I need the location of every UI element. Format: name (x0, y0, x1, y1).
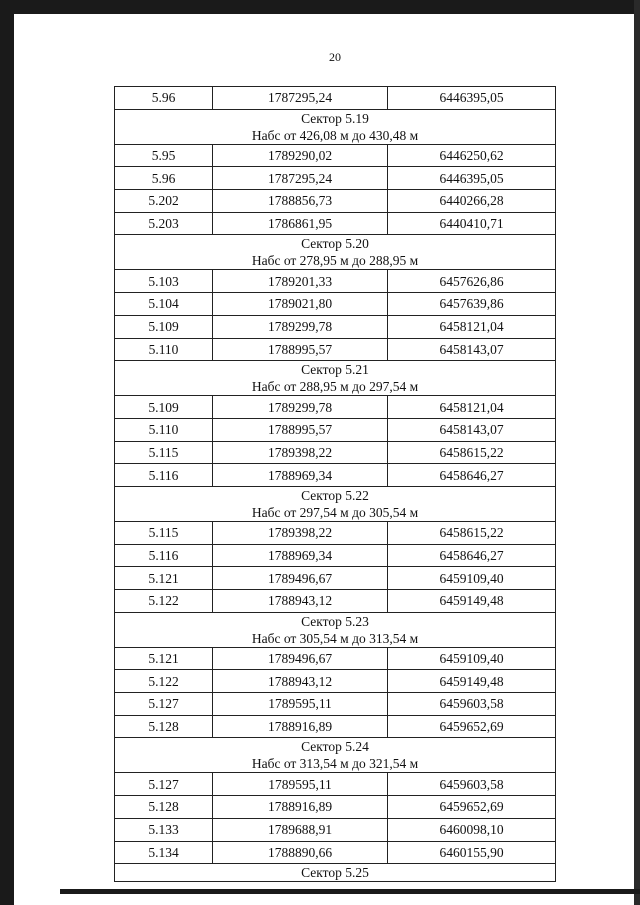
x-coordinate-cell: 1788856,73 (213, 190, 388, 213)
sector-altitude-range: Набс от 305,54 м до 313,54 м (251, 630, 419, 646)
table-row (115, 647, 556, 670)
sector-header-cell (115, 612, 556, 647)
table-row (115, 521, 556, 544)
x-coordinate-cell: 1788969,34 (213, 544, 388, 567)
point-cell: 5.122 (115, 590, 213, 613)
point-cell: 5.115 (115, 441, 213, 464)
sector-altitude-range: Набс от 278,95 м до 288,95 м (251, 253, 419, 269)
point-cell: 5.103 (115, 270, 213, 293)
point-cell: 5.133 (115, 818, 213, 841)
table-row (115, 338, 556, 361)
x-coordinate-cell: 1788890,66 (213, 841, 388, 864)
y-coordinate-cell: 6458121,04 (388, 396, 556, 419)
sector-header-row (115, 361, 556, 396)
point-cell: 5.202 (115, 190, 213, 213)
point-cell: 5.128 (115, 796, 213, 819)
sector-altitude-range: Набс от 288,95 м до 297,54 м (251, 379, 419, 395)
y-coordinate-cell: 6458646,27 (388, 464, 556, 487)
y-coordinate-cell: 6459603,58 (388, 773, 556, 796)
x-coordinate-cell: 1788943,12 (213, 670, 388, 693)
table-row (115, 841, 556, 864)
x-coordinate-cell: 1789688,91 (213, 818, 388, 841)
point-cell: 5.96 (115, 167, 213, 190)
sector-header-cell (115, 864, 556, 882)
point-cell: 5.110 (115, 418, 213, 441)
table-row (115, 441, 556, 464)
scan-border-bottom (60, 889, 640, 894)
x-coordinate-cell: 1789496,67 (213, 567, 388, 590)
x-coordinate-cell: 1789021,80 (213, 293, 388, 316)
x-coordinate-cell: 1789398,22 (213, 441, 388, 464)
sector-title: Сектор 5.24 (301, 739, 369, 755)
sector-header-row (115, 486, 556, 521)
x-coordinate-cell: 1789299,78 (213, 396, 388, 419)
table-row (115, 190, 556, 213)
sector-title: Сектор 5.25 (301, 865, 369, 881)
point-cell: 5.116 (115, 544, 213, 567)
x-coordinate-cell: 1789595,11 (213, 773, 388, 796)
table-row (115, 818, 556, 841)
sector-header-row (115, 235, 556, 270)
y-coordinate-cell: 6459603,58 (388, 693, 556, 716)
sector-altitude-range: Набс от 426,08 м до 430,48 м (251, 127, 419, 143)
y-coordinate-cell: 6457639,86 (388, 293, 556, 316)
table-row (115, 167, 556, 190)
y-coordinate-cell: 6460098,10 (388, 818, 556, 841)
table-row (115, 590, 556, 613)
sector-title: Сектор 5.23 (301, 613, 369, 629)
y-coordinate-cell: 6458143,07 (388, 338, 556, 361)
x-coordinate-cell: 1789398,22 (213, 521, 388, 544)
table-row (115, 670, 556, 693)
coordinates-table (114, 86, 556, 882)
sector-altitude-range: Набс от 297,54 м до 305,54 м (251, 504, 419, 520)
sector-header-row (115, 612, 556, 647)
coordinates-table-body (115, 87, 556, 882)
x-coordinate-cell: 1788995,57 (213, 418, 388, 441)
scan-border-right (634, 0, 640, 905)
y-coordinate-cell: 6440410,71 (388, 212, 556, 235)
y-coordinate-cell: 6446395,05 (388, 87, 556, 110)
point-cell: 5.109 (115, 396, 213, 419)
table-row (115, 567, 556, 590)
table-row (115, 544, 556, 567)
y-coordinate-cell: 6459109,40 (388, 567, 556, 590)
point-cell: 5.128 (115, 715, 213, 738)
table-row (115, 418, 556, 441)
y-coordinate-cell: 6458615,22 (388, 521, 556, 544)
point-cell: 5.116 (115, 464, 213, 487)
table-row (115, 693, 556, 716)
y-coordinate-cell: 6457626,86 (388, 270, 556, 293)
point-cell: 5.127 (115, 693, 213, 716)
table-row (115, 144, 556, 167)
y-coordinate-cell: 6459149,48 (388, 590, 556, 613)
point-cell: 5.115 (115, 521, 213, 544)
y-coordinate-cell: 6440266,28 (388, 190, 556, 213)
x-coordinate-cell: 1788916,89 (213, 796, 388, 819)
page-number: 20 (329, 50, 341, 64)
y-coordinate-cell: 6458615,22 (388, 441, 556, 464)
sector-header-row (115, 109, 556, 144)
x-coordinate-cell: 1787295,24 (213, 87, 388, 110)
x-coordinate-cell: 1789201,33 (213, 270, 388, 293)
sector-altitude-range: Набс от 313,54 м до 321,54 м (251, 756, 419, 772)
table-row (115, 87, 556, 110)
point-cell: 5.96 (115, 87, 213, 110)
sector-title: Сектор 5.19 (301, 110, 369, 126)
y-coordinate-cell: 6459652,69 (388, 796, 556, 819)
x-coordinate-cell: 1789496,67 (213, 647, 388, 670)
y-coordinate-cell: 6458121,04 (388, 315, 556, 338)
sector-header-cell (115, 486, 556, 521)
sector-header-cell (115, 361, 556, 396)
point-cell: 5.122 (115, 670, 213, 693)
table-row (115, 773, 556, 796)
sector-title: Сектор 5.20 (301, 236, 369, 252)
point-cell: 5.121 (115, 647, 213, 670)
x-coordinate-cell: 1788943,12 (213, 590, 388, 613)
point-cell: 5.203 (115, 212, 213, 235)
table-row (115, 315, 556, 338)
sector-header-cell (115, 235, 556, 270)
point-cell: 5.109 (115, 315, 213, 338)
scan-border-top (0, 0, 640, 14)
x-coordinate-cell: 1788969,34 (213, 464, 388, 487)
y-coordinate-cell: 6458143,07 (388, 418, 556, 441)
point-cell: 5.110 (115, 338, 213, 361)
y-coordinate-cell: 6459652,69 (388, 715, 556, 738)
sector-title: Сектор 5.22 (301, 487, 369, 503)
table-row (115, 396, 556, 419)
sector-title: Сектор 5.21 (301, 362, 369, 378)
table-row (115, 212, 556, 235)
point-cell: 5.127 (115, 773, 213, 796)
x-coordinate-cell: 1789595,11 (213, 693, 388, 716)
y-coordinate-cell: 6459149,48 (388, 670, 556, 693)
table-row (115, 796, 556, 819)
x-coordinate-cell: 1787295,24 (213, 167, 388, 190)
point-cell: 5.95 (115, 144, 213, 167)
y-coordinate-cell: 6446250,62 (388, 144, 556, 167)
sector-header-cell (115, 109, 556, 144)
point-cell: 5.121 (115, 567, 213, 590)
table-row (115, 715, 556, 738)
x-coordinate-cell: 1789290,02 (213, 144, 388, 167)
table-row (115, 293, 556, 316)
table-row (115, 270, 556, 293)
point-cell: 5.104 (115, 293, 213, 316)
y-coordinate-cell: 6458646,27 (388, 544, 556, 567)
point-cell: 5.134 (115, 841, 213, 864)
sector-header-row (115, 738, 556, 773)
x-coordinate-cell: 1789299,78 (213, 315, 388, 338)
table-row (115, 464, 556, 487)
x-coordinate-cell: 1788916,89 (213, 715, 388, 738)
y-coordinate-cell: 6460155,90 (388, 841, 556, 864)
sector-header-cell (115, 738, 556, 773)
y-coordinate-cell: 6446395,05 (388, 167, 556, 190)
x-coordinate-cell: 1788995,57 (213, 338, 388, 361)
x-coordinate-cell: 1786861,95 (213, 212, 388, 235)
y-coordinate-cell: 6459109,40 (388, 647, 556, 670)
sector-header-row (115, 864, 556, 882)
scan-border-left (0, 0, 14, 905)
